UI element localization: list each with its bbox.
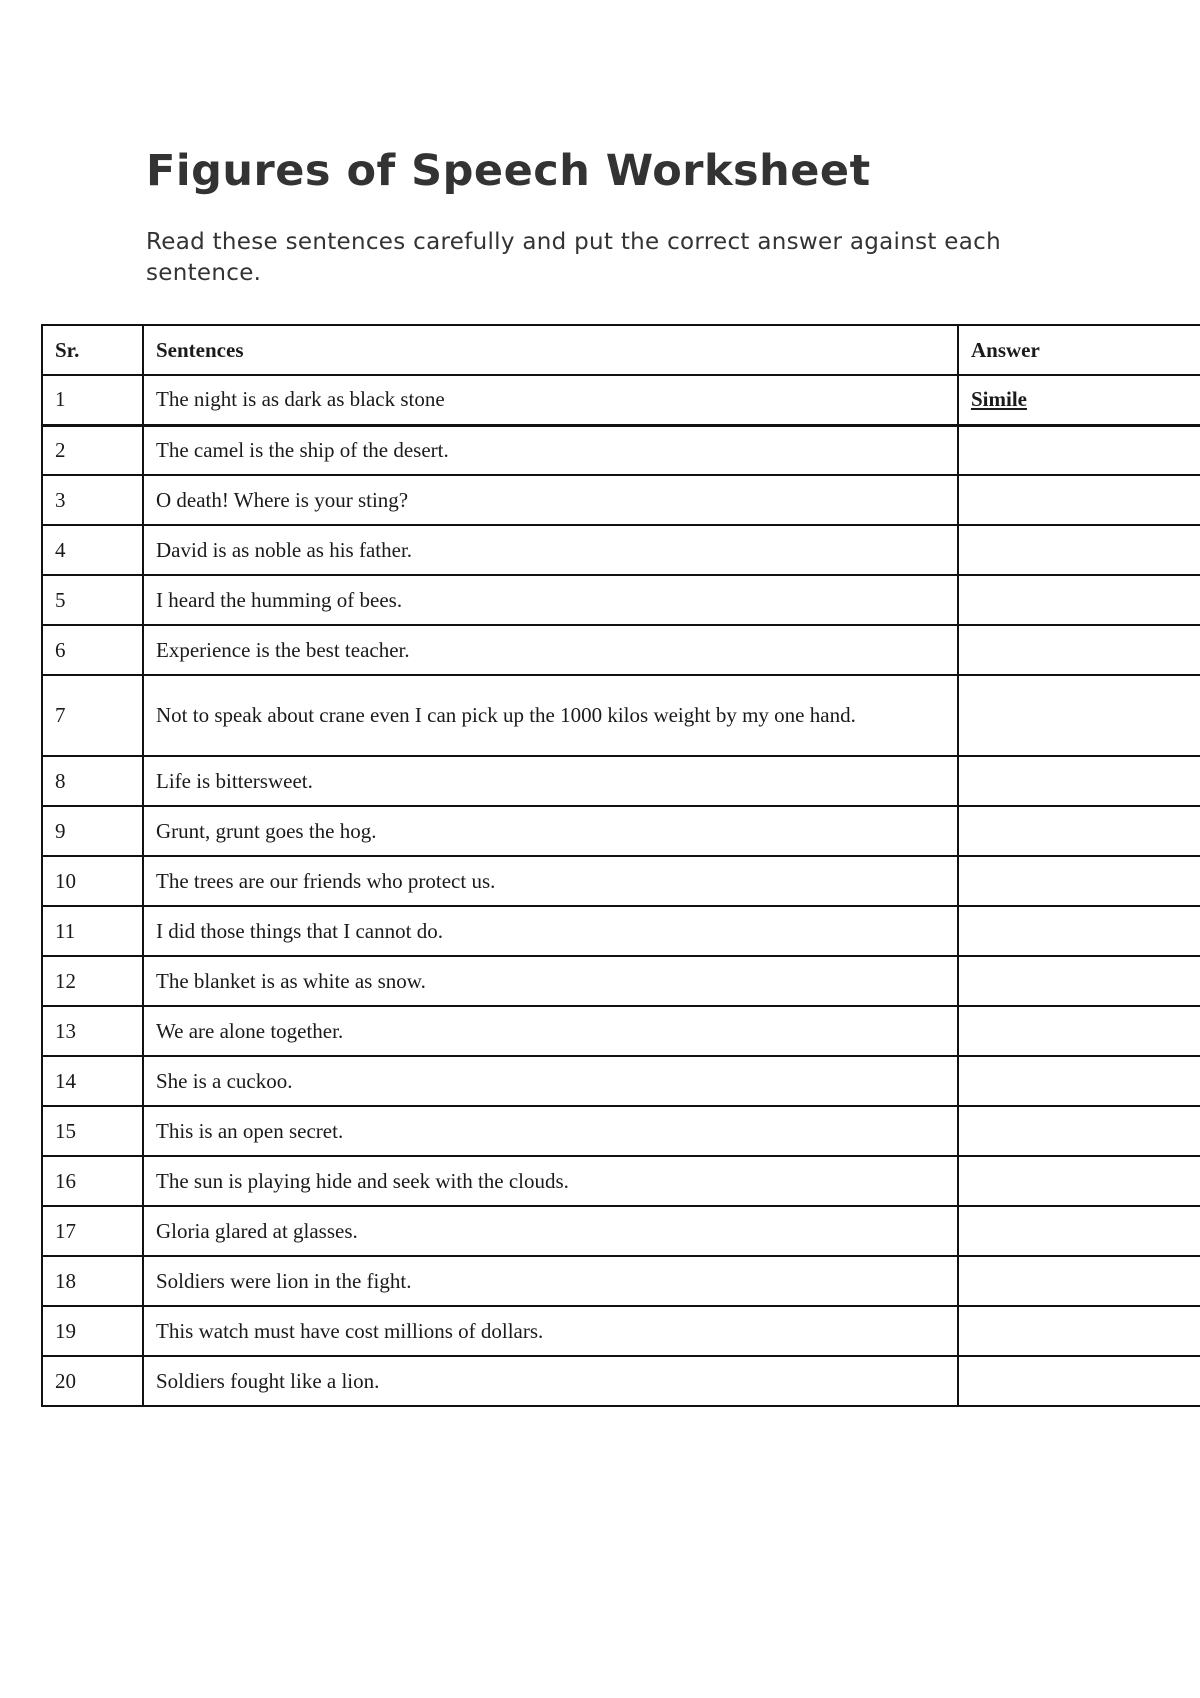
table-row <box>42 1156 1200 1206</box>
row-sentence: I did those things that I cannot do. <box>143 906 958 956</box>
row-number: 1 <box>42 375 143 425</box>
table-row <box>42 475 1200 525</box>
row-number: 14 <box>42 1056 143 1106</box>
row-number: 19 <box>42 1306 143 1356</box>
row-sentence: O death! Where is your sting? <box>143 475 958 525</box>
row-sentence: This watch must have cost millions of dollars. <box>143 1306 958 1356</box>
row-number: 3 <box>42 475 143 525</box>
header-sentences: Sentences <box>143 325 958 375</box>
header-answer: Answer <box>958 325 1200 375</box>
row-number: 4 <box>42 525 143 575</box>
row-number: 15 <box>42 1106 143 1156</box>
table-row <box>42 1356 1200 1406</box>
row-sentence: The sun is playing hide and seek with the clouds. <box>143 1156 958 1206</box>
row-answer[interactable] <box>958 475 1200 525</box>
row-answer[interactable] <box>958 906 1200 956</box>
table-row <box>42 906 1200 956</box>
table-row <box>42 525 1200 575</box>
row-answer[interactable] <box>958 1106 1200 1156</box>
table-row <box>42 756 1200 806</box>
table-row <box>42 675 1200 756</box>
table-row <box>42 1056 1200 1106</box>
row-sentence: The blanket is as white as snow. <box>143 956 958 1006</box>
header-sr: Sr. <box>42 325 143 375</box>
row-sentence: Not to speak about crane even I can pick up the 1000 kilos weight by my one hand. <box>143 675 958 756</box>
row-answer[interactable] <box>958 1056 1200 1106</box>
row-answer[interactable] <box>958 1006 1200 1056</box>
row-number: 18 <box>42 1256 143 1306</box>
table-row <box>42 575 1200 625</box>
row-number: 7 <box>42 675 143 756</box>
row-number: 10 <box>42 856 143 906</box>
row-sentence: Experience is the best teacher. <box>143 625 958 675</box>
row-sentence: The trees are our friends who protect us. <box>143 856 958 906</box>
row-sentence: Life is bittersweet. <box>143 756 958 806</box>
row-sentence: She is a cuckoo. <box>143 1056 958 1106</box>
row-number: 11 <box>42 906 143 956</box>
table-row <box>42 625 1200 675</box>
table-row <box>42 1256 1200 1306</box>
row-answer[interactable] <box>958 525 1200 575</box>
table-row <box>42 1306 1200 1356</box>
row-number: 20 <box>42 1356 143 1406</box>
row-answer[interactable] <box>958 675 1200 756</box>
table-row <box>42 1006 1200 1056</box>
row-number: 12 <box>42 956 143 1006</box>
row-answer[interactable] <box>958 956 1200 1006</box>
row-answer[interactable] <box>958 425 1200 475</box>
worksheet-table <box>41 324 1200 1407</box>
table-body <box>42 375 1200 1406</box>
row-sentence: The night is as dark as black stone <box>143 375 958 425</box>
row-sentence: We are alone together. <box>143 1006 958 1056</box>
row-answer[interactable] <box>958 1206 1200 1256</box>
row-sentence: Grunt, grunt goes the hog. <box>143 806 958 856</box>
table-row <box>42 425 1200 475</box>
row-number: 17 <box>42 1206 143 1256</box>
page-title: Figures of Speech Worksheet <box>146 146 871 196</box>
row-answer[interactable] <box>958 375 1200 425</box>
row-sentence: Gloria glared at glasses. <box>143 1206 958 1256</box>
row-sentence: I heard the humming of bees. <box>143 575 958 625</box>
row-answer[interactable] <box>958 806 1200 856</box>
table-row <box>42 375 1200 425</box>
row-number: 13 <box>42 1006 143 1056</box>
row-number: 16 <box>42 1156 143 1206</box>
row-number: 2 <box>42 425 143 475</box>
row-number: 9 <box>42 806 143 856</box>
row-answer[interactable] <box>958 1156 1200 1206</box>
table-row <box>42 956 1200 1006</box>
table-row <box>42 806 1200 856</box>
row-number: 8 <box>42 756 143 806</box>
row-sentence: This is an open secret. <box>143 1106 958 1156</box>
row-sentence: The camel is the ship of the desert. <box>143 425 958 475</box>
row-sentence: David is as noble as his father. <box>143 525 958 575</box>
row-answer[interactable] <box>958 856 1200 906</box>
table-row <box>42 856 1200 906</box>
row-sentence: Soldiers were lion in the fight. <box>143 1256 958 1306</box>
table-row <box>42 1206 1200 1256</box>
row-number: 5 <box>42 575 143 625</box>
row-answer[interactable] <box>958 756 1200 806</box>
answer-text: Simile <box>971 387 1027 412</box>
row-answer[interactable] <box>958 625 1200 675</box>
row-answer[interactable] <box>958 575 1200 625</box>
row-answer[interactable] <box>958 1306 1200 1356</box>
table-row <box>42 1106 1200 1156</box>
instructions-text: Read these sentences carefully and put the correct answer against each sentence. <box>146 229 1001 286</box>
row-number: 6 <box>42 625 143 675</box>
table-header-row <box>42 325 1200 375</box>
row-answer[interactable] <box>958 1356 1200 1406</box>
row-answer[interactable] <box>958 1256 1200 1306</box>
row-sentence: Soldiers fought like a lion. <box>143 1356 958 1406</box>
